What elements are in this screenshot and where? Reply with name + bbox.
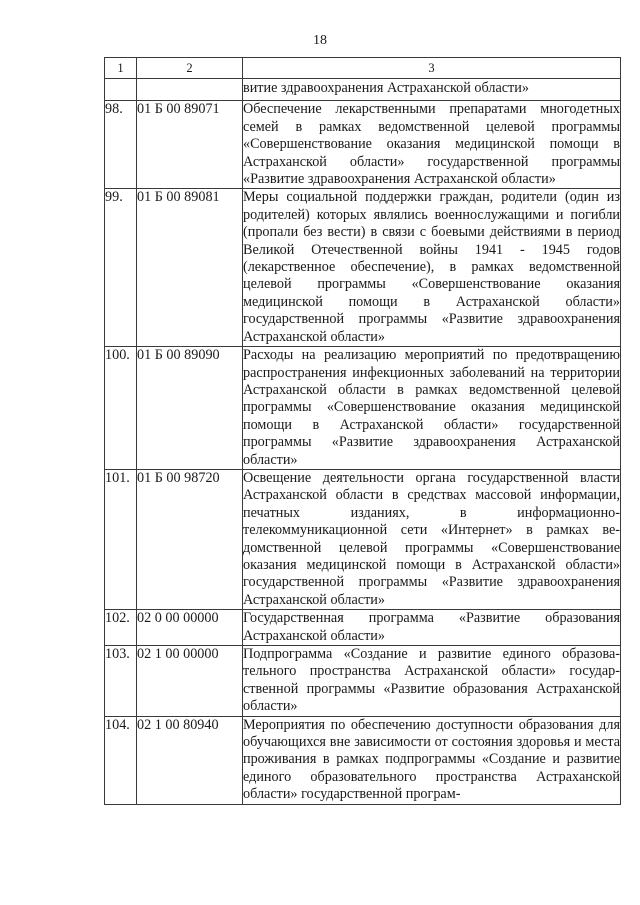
header-cell-1: 1: [105, 58, 137, 79]
table-row: [105, 101, 621, 189]
row-number-cell: 103.: [105, 646, 137, 717]
row-number-cell: 100.: [105, 347, 137, 470]
row-code-cell: 01 Б 00 89081: [137, 189, 243, 347]
table-row: [105, 716, 621, 804]
table-row: [105, 610, 621, 646]
row-code-cell: 02 1 00 00000: [137, 646, 243, 717]
header-cell-3: 3: [243, 58, 621, 79]
row-number-cell: [105, 79, 137, 101]
row-description-cell: Подпрограмма «Создание и развитие единого образовательного пространства Астраханской области» государственной программы «Развитие образования Астраханской области»: [243, 646, 620, 715]
row-description-cell: Государственная программа «Развитие образования Астраханской области»: [243, 610, 620, 644]
table-header-row: [105, 58, 621, 79]
row-description-cell: Расходы на реализацию мероприятий по предотвращению распространения инфекционных заболеваний на территории Астраханской области в рамках ведомственной целевой программы «Совершенствование оказания медицинской помощи в Астраханской области» государственной программы «Развитие здравоохранения Астраханской области»: [243, 347, 620, 468]
row-description-cell: Меры социальной поддержки граждан, родители (один из родителей) которых являлись военнослужащими и погибли (пропали без вести) в связи с боевыми действиями в период Великой Отечественной войны 1941 - 1945 годов (лекарственное обеспечение), в рамках ведомственной целевой программы «Совершенствование оказания медицинской помощи в Астраханской области» государственной программы «Развитие здравоохранения Астраханской области»: [243, 189, 620, 345]
row-number-cell: 104.: [105, 716, 137, 804]
row-code-cell: 01 Б 00 89071: [137, 101, 243, 189]
budget-classification-table: [104, 57, 621, 805]
table-row: [105, 189, 621, 347]
row-description-cell: Обеспечение лекарственными препаратами многодетных семей в рамках ведомственной целевой программы «Совершенствование оказания медицинской помощи в Астраханской области» государственной программы «Развитие здравоохранения Астраханской области»: [243, 101, 620, 188]
row-number-cell: 102.: [105, 610, 137, 646]
page-number: 18: [313, 33, 327, 48]
row-code-cell: [137, 79, 243, 101]
row-description-cell: витие здравоохранения Астраханской области»: [243, 79, 621, 101]
row-number-cell: 98.: [105, 101, 137, 189]
row-code-cell: 01 Б 00 89090: [137, 347, 243, 470]
table-row: [105, 347, 621, 470]
row-description-cell: Освещение деятельности органа государственной власти Астраханской области в средствах массовой информации, печатных изданиях, в информационно-телекоммуникационной сети «Интернет» в рамках ведомственной целевой программы «Совершенствование оказания медицинской помощи в Астраханской области» государственной программы «Развитие здравоохранения Астраханской области»: [243, 469, 620, 608]
row-code-cell: 02 0 00 00000: [137, 610, 243, 646]
row-number-cell: 101.: [105, 469, 137, 609]
header-cell-2: 2: [137, 58, 243, 79]
row-description-cell: Мероприятия по обеспечению доступности образования для обучающихся вне зависимости от состояния здоровья и места проживания в рамках подпрограммы «Создание и развитие единого образовательного пространства Астраханской области» государственной програм-: [243, 716, 620, 803]
table-row-continuation: [105, 79, 621, 101]
row-code-cell: 01 Б 00 98720: [137, 469, 243, 609]
table-row: [105, 646, 621, 717]
row-code-cell: 02 1 00 80940: [137, 716, 243, 804]
row-number-cell: 99.: [105, 189, 137, 347]
table-row: [105, 469, 621, 609]
